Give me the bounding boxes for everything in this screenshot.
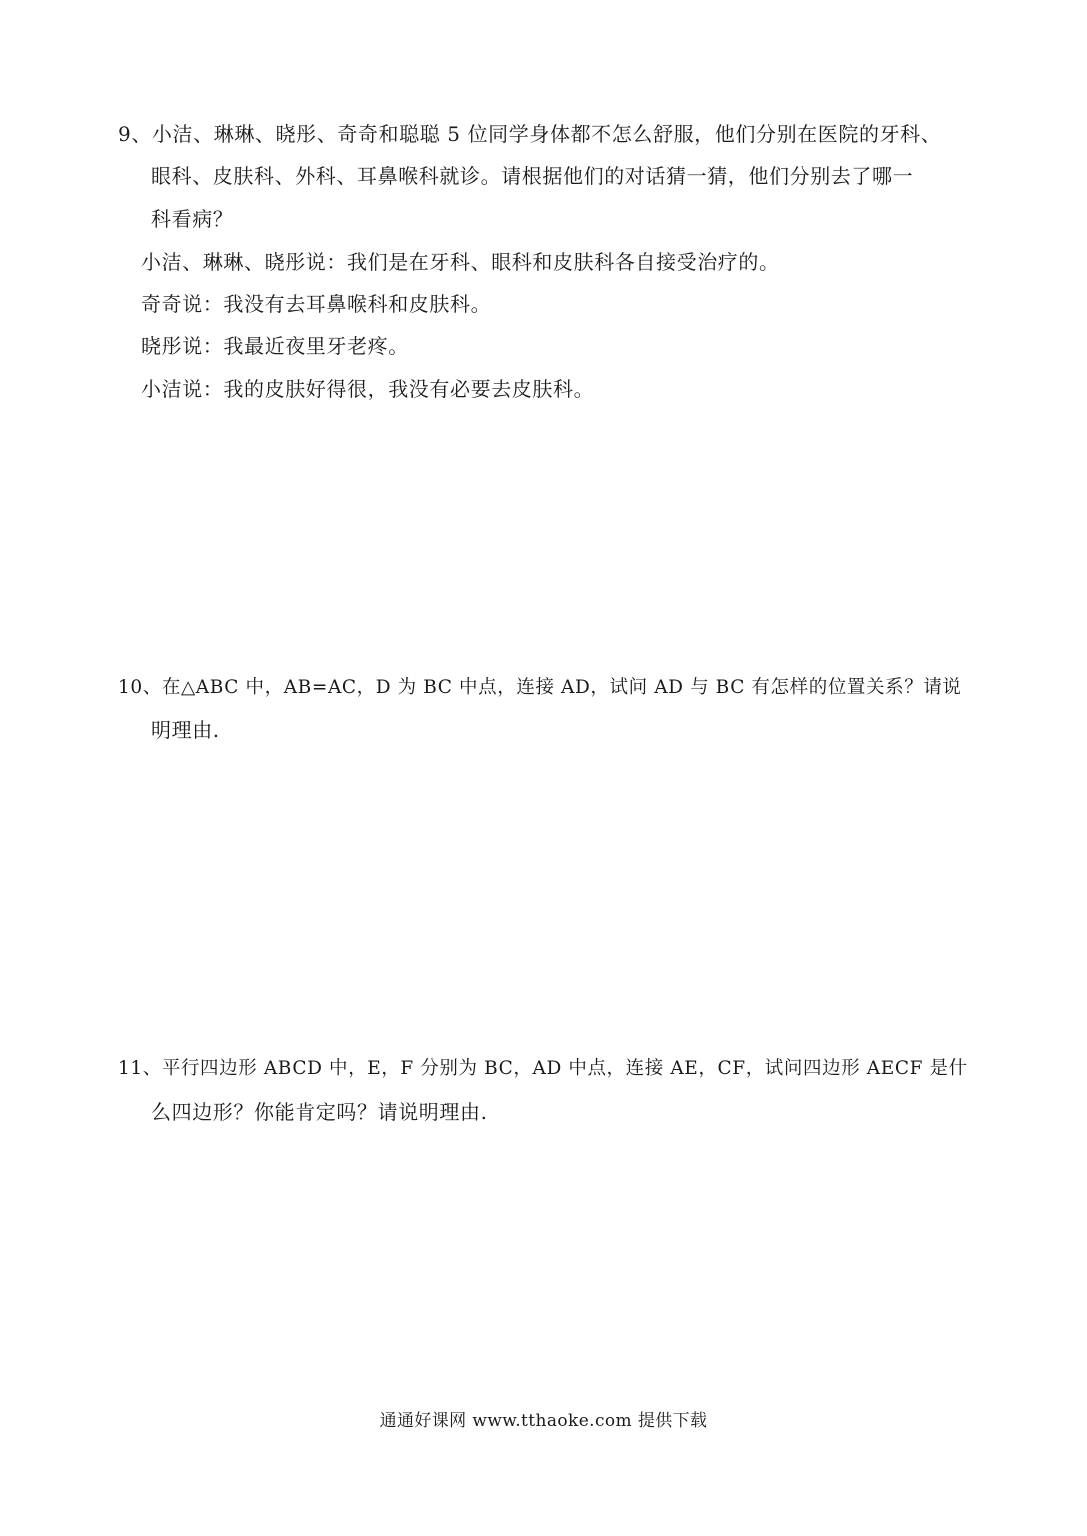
dialogue-line-1: 小洁、琳琳、晓彤说：我们是在牙科、眼科和皮肤科各自接受治疗的。 <box>141 250 780 274</box>
question-10-line-2: 明理由. <box>151 718 220 742</box>
page-footer: 通通好课网 www.tthaoke.com 提供下载 <box>379 1411 708 1431</box>
question-11-line-2: 么四边形？你能肯定吗？请说明理由. <box>151 1100 488 1124</box>
question-9-line-1: 9、小洁、琳琳、晓彤、奇奇和聪聪 5 位同学身体都不怎么舒服，他们分别在医院的牙科、 <box>118 122 942 146</box>
question-9-line-2: 眼科、皮肤科、外科、耳鼻喉科就诊。请根据他们的对话猜一猜，他们分别去了哪一 <box>151 164 914 188</box>
dialogue-line-4: 小洁说：我的皮肤好得很，我没有必要去皮肤科。 <box>141 377 595 401</box>
question-11-line-1: 11、平行四边形 ABCD 中，E，F 分别为 BC，AD 中点，连接 AE，CF，试问四边形 AECF 是什 <box>118 1058 968 1079</box>
question-9-line-3: 科看病？ <box>151 207 234 231</box>
dialogue-line-2: 奇奇说：我没有去耳鼻喉科和皮肤科。 <box>141 292 492 316</box>
question-10-line-1: 10、在△ABC 中，AB=AC，D 为 BC 中点，连接 AD，试问 AD 与 BC 有怎样的位置关系？请说 <box>118 677 962 698</box>
dialogue-line-3: 晓彤说：我最近夜里牙老疼。 <box>141 334 409 358</box>
